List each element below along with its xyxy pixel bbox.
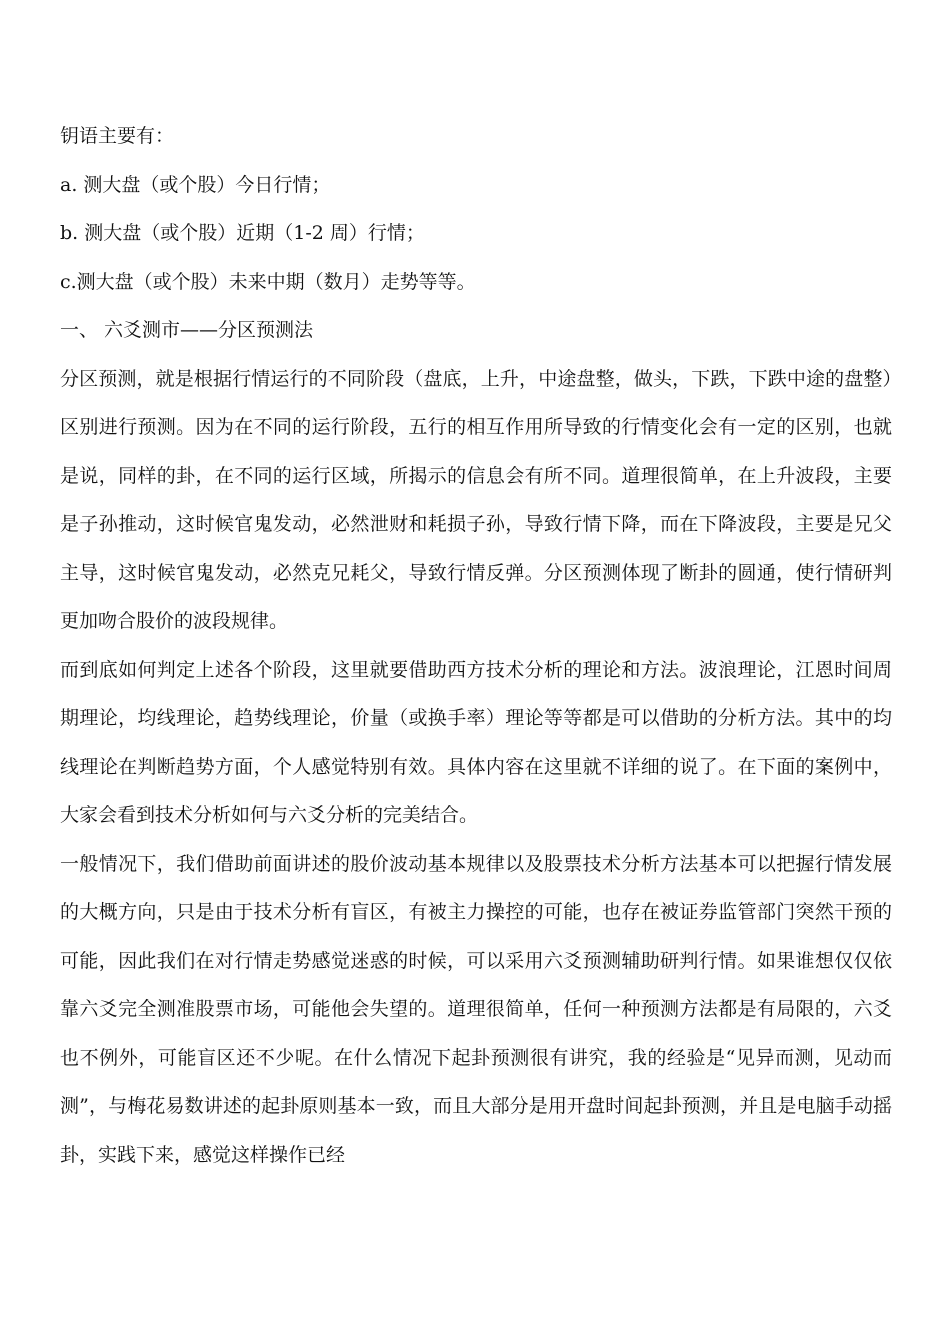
paragraph-technical-analysis: 而到底如何判定上述各个阶段，这里就要借助西方技术分析的理论和方法。波浪理论，江恩时间周期理论，均线理论，趋势线理论，价量（或换手率）理论等等都是可以借助的分析方法。其中的均线理论在判断趋势方面，个人感觉特别有效。具体内容在这里就不详细的说了。在下面的案例中，大家会看到技术分析如何与六爻分析的完美结合。 bbox=[60, 658, 892, 826]
list-item-a: a. 测大盘（或个股）今日行情； bbox=[60, 173, 331, 196]
paragraph-general-approach: 一般情况下，我们借助前面讲述的股价波动基本规律以及股票技术分析方法基本可以把握行情发展的大概方向，只是由于技术分析有盲区，有被主力操控的可能，也存在被证券监管部门突然干预的可能，因此我们在对行情走势感觉迷惑的时候，可以采用六爻预测辅助研判行情。如果谁想仅仅依靠六爻完全测准股票市场，可能他会失望的。道理很简单，任何一种预测方法都是有局限的，六爻也不例外，可能盲区还不少呢。在什么情况下起卦预测很有讲究，我的经验是“见异而测，见动而测”，与梅花易数讲述的起卦原则基本一致，而且大部分是用开盘时间起卦预测，并且是电脑手动摇卦，实践下来，感觉这样操作已经 bbox=[60, 852, 892, 1166]
list-item-b: b. 测大盘（或个股）近期（1-2 周）行情； bbox=[60, 222, 425, 244]
paragraph-zoning: 分区预测，就是根据行情运行的不同阶段（盘底，上升，中途盘整，做头，下跌，下跌中途的盘整）区别进行预测。因为在不同的运行阶段，五行的相互作用所导致的行情变化会有一定的区别，也就是说，同样的卦，在不同的运行区域，所揭示的信息会有所不同。道理很简单，在上升波段，主要是子孙推动，这时候官鬼发动，必然泄财和耗损子孙，导致行情下降，而在下降波段，主要是兄父主导，这时候官鬼发动，必然克兄耗父，导致行情反弹。分区预测体现了断卦的圆通，使行情研判更加吻合股价的波段规律。 bbox=[60, 367, 892, 632]
document-body bbox=[60, 112, 892, 1179]
intro-line: 钥语主要有： bbox=[60, 125, 175, 147]
list-item-c: c.测大盘（或个股）未来中期（数月）走势等等。 bbox=[60, 270, 476, 293]
section-heading: 一、 六爻测市——分区预测法 bbox=[60, 319, 314, 341]
